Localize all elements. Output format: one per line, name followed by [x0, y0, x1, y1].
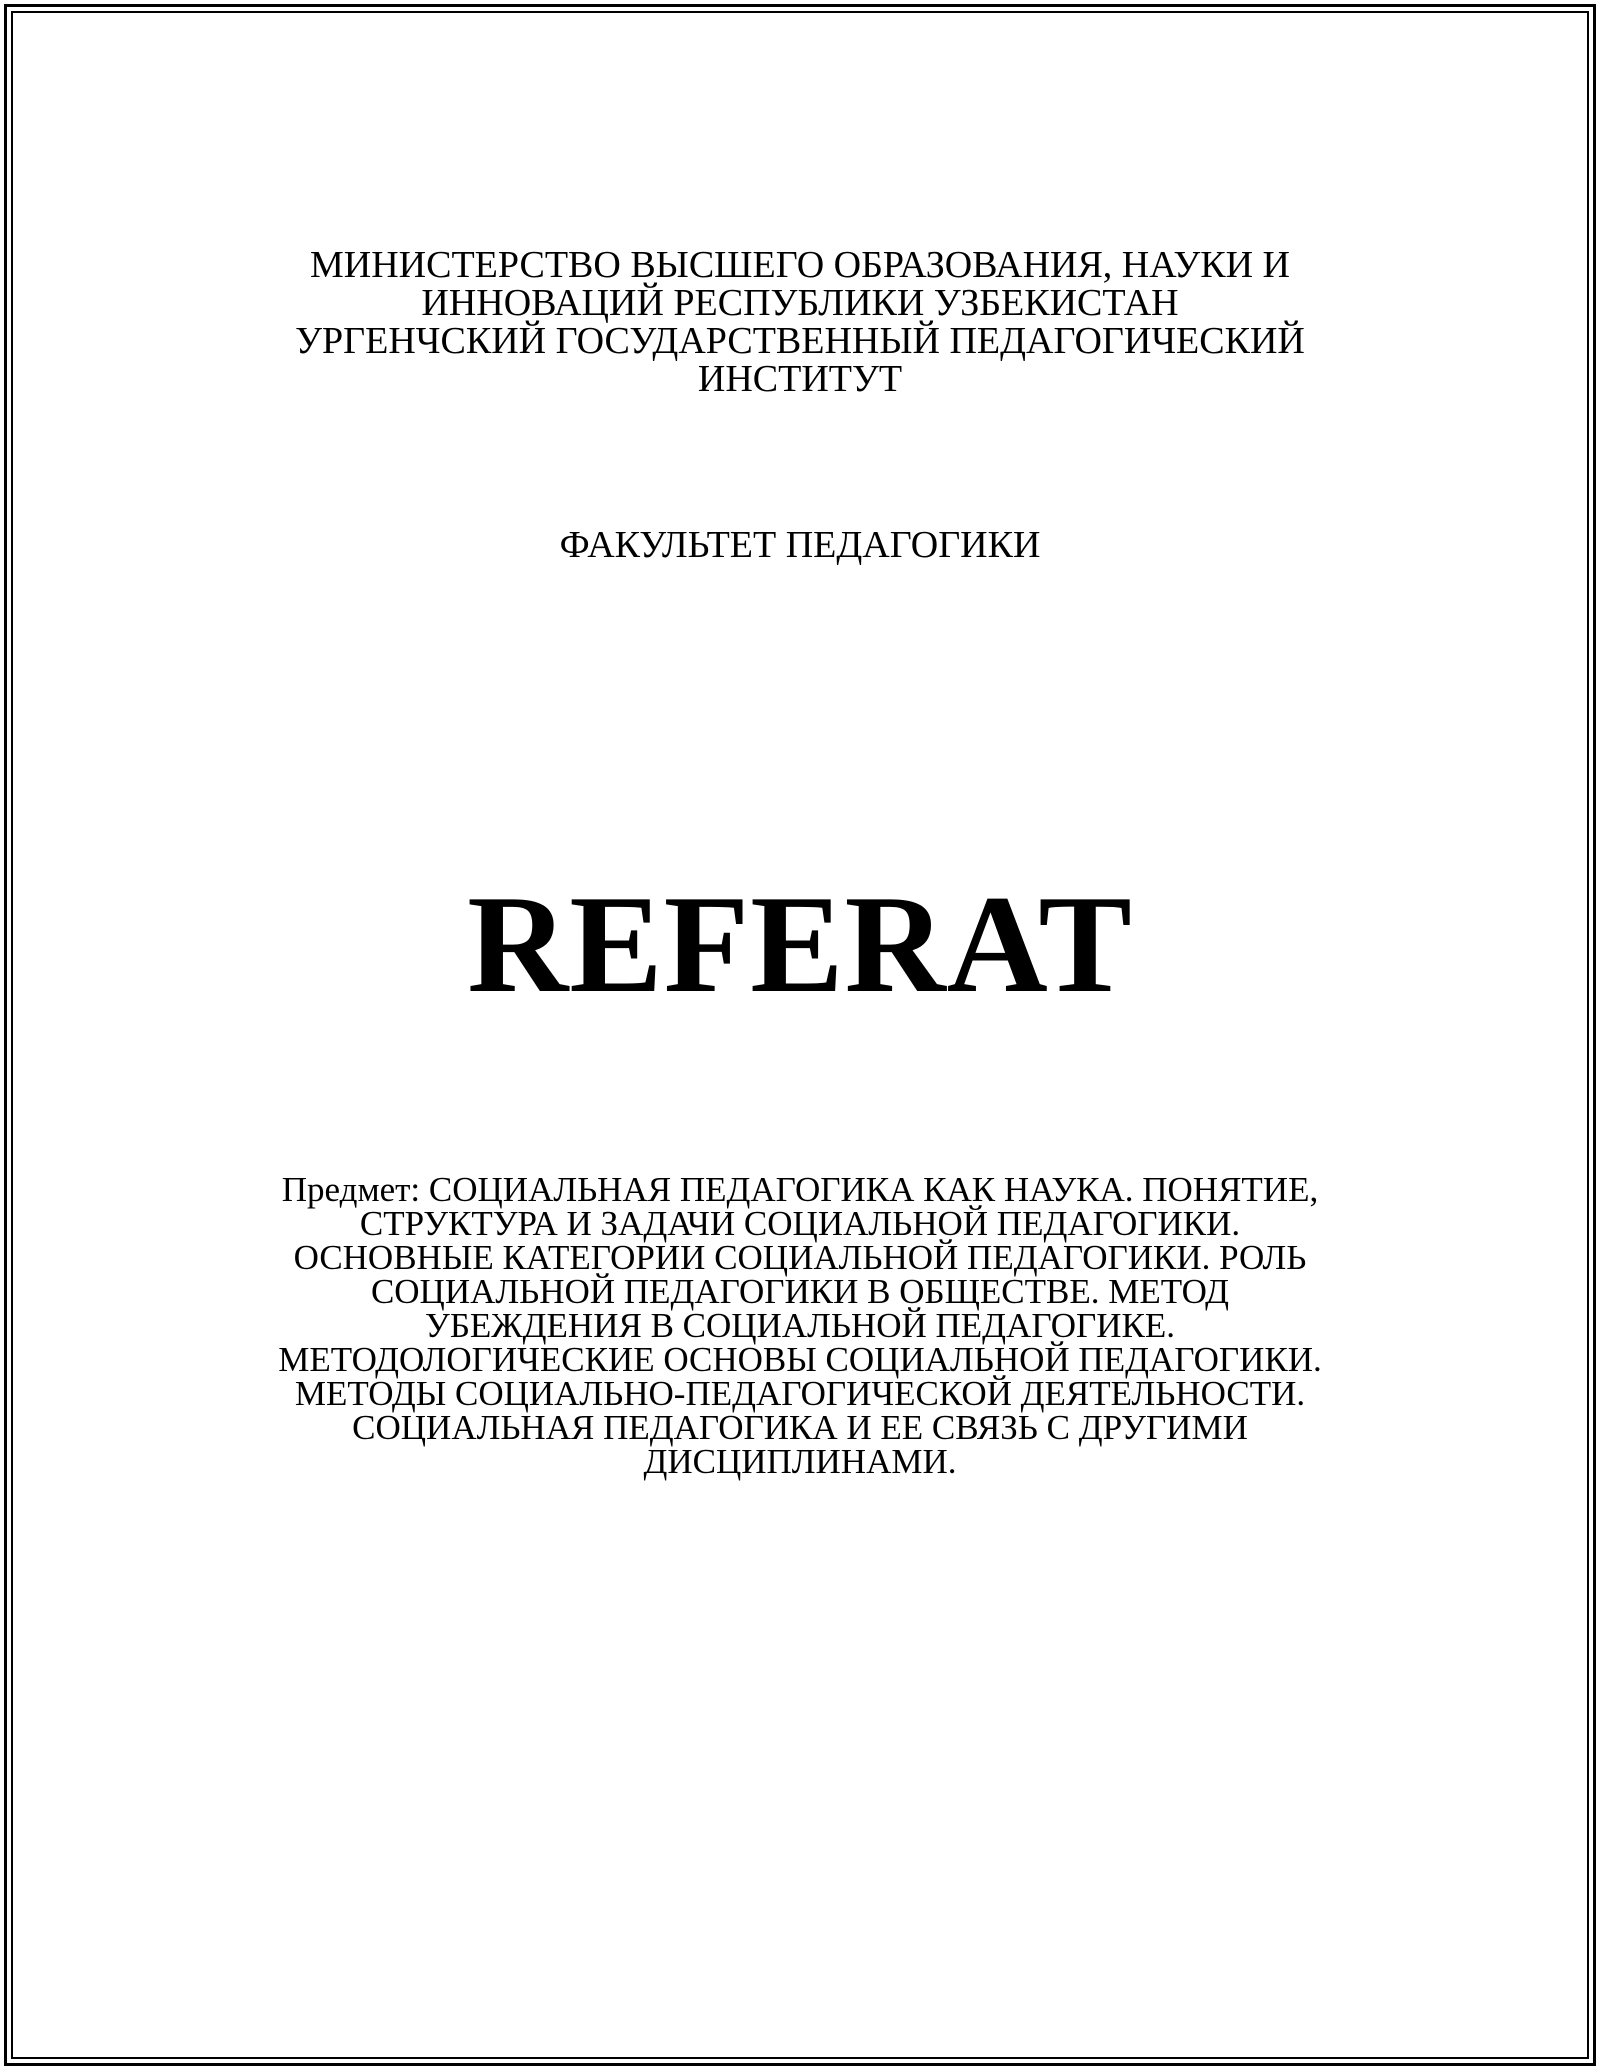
- subject-line: СОЦИАЛЬНАЯ ПЕДАГОГИКА И ЕЕ СВЯЗЬ С ДРУГИМИ: [352, 1408, 1248, 1447]
- subject-line: Предмет: СОЦИАЛЬНАЯ ПЕДАГОГИКА КАК НАУКА. ПОНЯТИЕ,: [281, 1170, 1319, 1209]
- subject-line: МЕТОДОЛОГИЧЕСКИЕ ОСНОВЫ СОЦИАЛЬНОЙ ПЕДАГОГИКИ.: [278, 1340, 1322, 1379]
- subject-description: [240, 1170, 1360, 1481]
- faculty-name: ФАКУЛЬТЕТ ПЕДАГОГИКИ: [559, 524, 1041, 566]
- header-line: ИННОВАЦИЙ РЕСПУБЛИКИ УЗБЕКИСТАН: [421, 282, 1179, 324]
- header-line: УРГЕНЧСКИЙ ГОСУДАРСТВЕННЫЙ ПЕДАГОГИЧЕСКИЙ: [295, 320, 1305, 362]
- subject-line: ДИСЦИПЛИНАМИ.: [643, 1442, 957, 1481]
- header-line: ИНСТИТУТ: [697, 358, 903, 400]
- document-title: REFERAT: [467, 867, 1133, 1022]
- subject-line: УБЕЖДЕНИЯ В СОЦИАЛЬНОЙ ПЕДАГОГИКЕ.: [425, 1306, 1175, 1345]
- header-line: МИНИСТЕРСТВО ВЫСШЕГО ОБРАЗОВАНИЯ, НАУКИ И: [310, 244, 1290, 286]
- subject-line: СОЦИАЛЬНОЙ ПЕДАГОГИКИ В ОБЩЕСТВЕ. МЕТОД: [370, 1272, 1230, 1311]
- institution-header: [0, 246, 1600, 398]
- subject-line: СТРУКТУРА И ЗАДАЧИ СОЦИАЛЬНОЙ ПЕДАГОГИКИ.: [359, 1204, 1241, 1243]
- subject-line: ОСНОВНЫЕ КАТЕГОРИИ СОЦИАЛЬНОЙ ПЕДАГОГИКИ. РОЛЬ: [293, 1238, 1307, 1277]
- subject-line: МЕТОДЫ СОЦИАЛЬНО-ПЕДАГОГИЧЕСКОЙ ДЕЯТЕЛЬНОСТИ.: [294, 1374, 1306, 1413]
